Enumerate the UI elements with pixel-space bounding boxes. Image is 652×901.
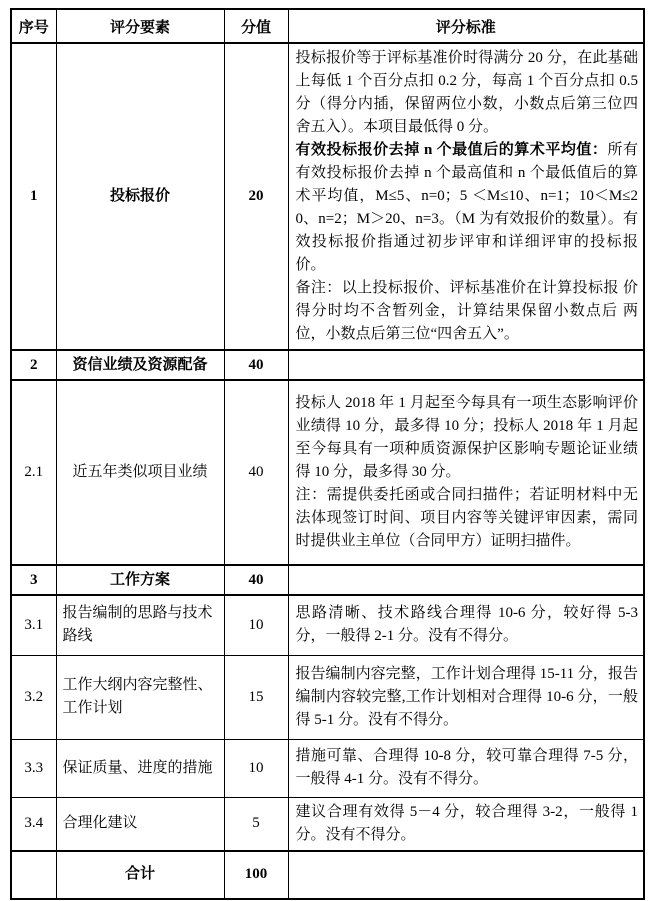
score-value-cell: 100 bbox=[224, 851, 288, 899]
scoring-criteria-cell bbox=[288, 595, 644, 655]
criteria-paragraph: 措施可靠、合理得 10-8 分，较可靠合理得 7-5 分，一般得 4-1 分。没有不得分。 bbox=[295, 748, 638, 787]
criteria-bold-lead: 有效投标报价去掉 n 个最值后的算术平均值： bbox=[295, 142, 608, 158]
scoring-criteria-cell bbox=[288, 43, 644, 350]
header-seq-number: 序号 bbox=[11, 9, 56, 43]
score-value-cell: 40 bbox=[224, 565, 288, 595]
scoring-factor-cell: 合计 bbox=[56, 851, 224, 899]
table-row bbox=[11, 565, 644, 595]
score-value-cell: 20 bbox=[224, 43, 288, 350]
scoring-factor-cell: 保证质量、进度的措施 bbox=[56, 739, 224, 797]
scoring-factor-cell: 资信业绩及资源配备 bbox=[56, 350, 224, 380]
score-value-cell: 10 bbox=[224, 739, 288, 797]
scoring-criteria-table bbox=[10, 8, 645, 900]
score-value-cell: 10 bbox=[224, 595, 288, 655]
seq-number-cell: 3.4 bbox=[11, 797, 56, 851]
seq-number-cell: 3 bbox=[11, 565, 56, 595]
table-row bbox=[11, 380, 644, 565]
score-value-cell: 40 bbox=[224, 350, 288, 380]
criteria-paragraph: 投标报价等于评标基准价时得满分 20 分，在此基础上每低 1 个百分点扣 0.2 分，每高 1 个百分点扣 0.5 分（得分内插，保留两位小数，小数点后第三位四舍五入）。本项目最低得 0 分。 bbox=[295, 50, 638, 135]
scoring-criteria-cell bbox=[288, 565, 644, 595]
seq-number-cell bbox=[11, 851, 56, 899]
scoring-criteria-cell bbox=[288, 797, 644, 851]
scoring-criteria-cell bbox=[288, 851, 644, 899]
scoring-factor-cell: 报告编制的思路与技术路线 bbox=[56, 595, 224, 655]
header-scoring-factor: 评分要素 bbox=[56, 9, 224, 43]
seq-number-cell: 3.1 bbox=[11, 595, 56, 655]
scoring-factor-cell: 投标报价 bbox=[56, 43, 224, 350]
criteria-paragraph: 思路清晰、技术路线合理得 10-6 分，较好得 5-3 分，一般得 2-1 分。没有不得分。 bbox=[295, 605, 638, 645]
scoring-factor-cell: 合理化建议 bbox=[56, 797, 224, 851]
scoring-factor-cell: 工作方案 bbox=[56, 565, 224, 595]
table-row bbox=[11, 43, 644, 350]
criteria-paragraph: 报告编制内容完整，工作计划合理得 15-11 分，报告编制内容较完整,工作计划相对合理得 10-6 分，一般得 5-1 分。没有不得分。 bbox=[295, 665, 638, 728]
table-row bbox=[11, 797, 644, 851]
criteria-paragraph: 有效投标报价去掉 n 个最值后的算术平均值：所有有效投标报价去掉 n 个最高值和 n 个最低值后的算术平均值，M≤5、n=0；5 ＜M≤10、n=1；10＜M≤20、n=2；M＞20、n=3。（M 为有效报价的数量）。有效投标报价指通过初步评审和详细评审的投标报价。 bbox=[295, 142, 638, 273]
scoring-criteria-cell bbox=[288, 655, 644, 739]
seq-number-cell: 2.1 bbox=[11, 380, 56, 565]
seq-number-cell: 3.2 bbox=[11, 655, 56, 739]
table-row bbox=[11, 595, 644, 655]
table-row bbox=[11, 655, 644, 739]
total-row bbox=[11, 851, 644, 899]
criteria-paragraph: 投标人 2018 年 1 月起至今每具有一项生态影响评价业绩得 10 分，最多得 10 分；投标人 2018 年 1 月起至今每具有一项种质资源保护区影响专题论证业绩得 10 分，最多得 30 分。 bbox=[295, 395, 638, 480]
seq-number-cell: 1 bbox=[11, 43, 56, 350]
table-row bbox=[11, 350, 644, 380]
seq-number-cell: 2 bbox=[11, 350, 56, 380]
table-row bbox=[11, 739, 644, 797]
header-scoring-criteria: 评分标准 bbox=[288, 9, 644, 43]
scoring-criteria-cell bbox=[288, 350, 644, 380]
scoring-criteria-cell bbox=[288, 380, 644, 565]
scoring-factor-cell: 近五年类似项目业绩 bbox=[56, 380, 224, 565]
table-header-row bbox=[11, 9, 644, 43]
scoring-factor-cell: 工作大纲内容完整性、工作计划 bbox=[56, 655, 224, 739]
score-value-cell: 40 bbox=[224, 380, 288, 565]
criteria-paragraph: 注：需提供委托函或合同扫描件；若证明材料中无法体现签订时间、项目内容等关键评审因素，需同时提供业主单位（合同甲方）证明扫描件。 bbox=[295, 487, 638, 549]
score-value-cell: 15 bbox=[224, 655, 288, 739]
criteria-paragraph: 备注：以上投标报价、评标基准价在计算投标报 价得分时均不含暂列金，计算结果保留小数点后 两位，小数点后第三位“四舍五入”。 bbox=[295, 280, 638, 342]
seq-number-cell: 3.3 bbox=[11, 739, 56, 797]
score-table-body bbox=[11, 43, 644, 899]
criteria-paragraph: 建议合理有效得 5－4 分，较合理得 3-2，一般得 1 分。没有不得分。 bbox=[295, 803, 638, 843]
score-value-cell: 5 bbox=[224, 797, 288, 851]
scoring-criteria-cell bbox=[288, 739, 644, 797]
header-score-value: 分值 bbox=[224, 9, 288, 43]
